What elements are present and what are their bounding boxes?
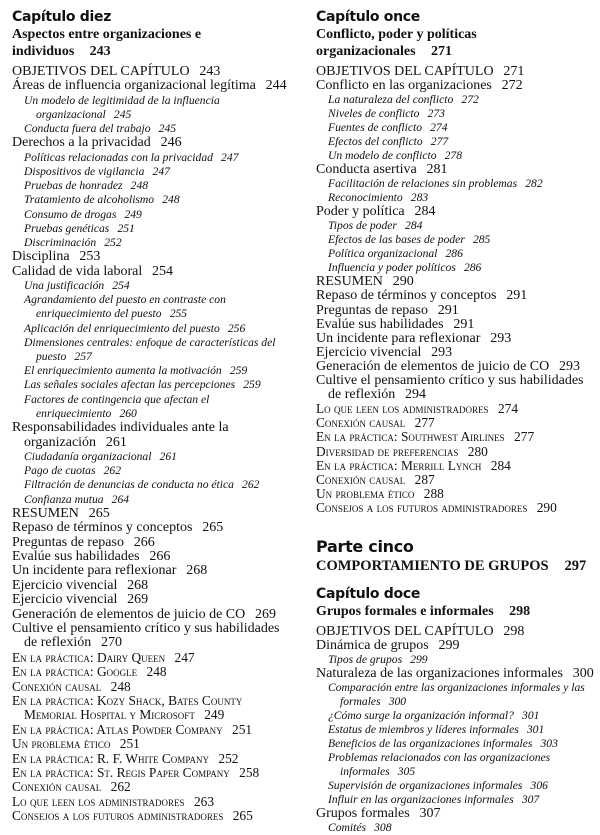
toc-entry-caps [316,402,598,416]
toc-entry-caps [12,766,296,780]
entry-title: Conflicto en las organizaciones [316,78,492,94]
entry-title: Niveles de conflicto [328,107,420,121]
entry-page-number: 262 [110,779,131,795]
entry-page-number: 249 [124,207,142,221]
entry-title: Consumo de drogas [24,207,117,221]
entry-page-number: 284 [414,204,436,220]
entry-title: Confianza mutua [24,492,104,506]
toc-entry-caps [12,651,296,665]
entry-page-number: 290 [536,499,557,515]
entry-page-number: 265 [202,520,224,536]
entry-page-number: 291 [437,302,459,318]
toc-entry-caps [12,737,296,751]
entry-title: Generación de elementos de juicio de CO [12,606,246,622]
entry-title: Ciudadanía organizacional [24,449,152,463]
entry-page-number: 277 [430,135,449,149]
entry-page-number: 293 [559,358,581,374]
toc-entry-sub [12,464,296,478]
toc-entry-sub [316,737,598,751]
entry-page-number: 280 [467,443,488,459]
entry-page-number: 256 [227,321,246,335]
chapter-label: Capítulo once [316,9,420,25]
toc-entry-main [316,625,598,639]
toc-entry-sub [316,261,598,275]
toc-entry-sub [12,336,296,364]
chapter-title [12,26,296,60]
toc-entry-main [316,304,598,318]
entry-title: Influencia y poder políticos [328,261,456,275]
entry-page-number: 272 [501,78,523,94]
toc-entry-main [316,318,598,332]
entry-page-number: 288 [423,485,444,501]
entry-title: En la práctica: Dairy Queen [12,649,166,665]
toc-entry-sub [316,709,598,723]
entry-title: Las señales sociales afectan las percepciones [24,378,236,392]
entry-title: Dinámica de grupos [316,638,429,654]
entry-title: En la práctica: Kozy Shack, Bates County Memorial Hospital y Microsoft [12,693,243,723]
entry-title: En la práctica: R. F. White Company [12,750,209,766]
toc-entry-sub [316,779,598,793]
entry-page-number: 243 [199,64,221,79]
entry-page-number: 294 [405,387,427,403]
entry-title: Cultive el pensamiento crítico y sus habilidades de reflexión [316,373,584,403]
toc-entry-main [316,163,598,177]
toc-entry-main [12,507,296,521]
toc-entry-sub [316,233,598,247]
toc-entry-sub [316,135,598,149]
toc-entry-main [12,79,296,93]
entry-title: Cultive el pensamiento crítico y sus habilidades de reflexión [12,620,280,651]
entry-page-number: 281 [426,162,448,178]
toc-entry-main [316,289,598,303]
entry-title: Pago de cuotas [24,464,96,478]
toc-entry-main [12,579,296,593]
chapter-title-text: Aspectos entre organizaciones e individuos [12,27,202,59]
toc-entry-sub [12,222,296,236]
toc-entry-main [316,332,598,346]
toc-entry-sub [316,149,598,163]
entry-title: Consejos a los futuros administradores [12,808,224,824]
toc-entry-caps [12,795,296,809]
entry-page-number: 274 [430,121,448,135]
toc-entry-caps [316,501,598,515]
entry-title: ¿Cómo surge la organización informal? [328,709,514,723]
toc-entry-caps [316,430,598,444]
entry-title: OBJETIVOS DEL CAPÍTULO [316,623,494,639]
entry-page-number: 305 [397,765,416,779]
entry-title: Calidad de vida laboral [12,263,143,279]
toc-entry-main [316,360,598,374]
entry-title: Filtración de denuncias de conducta no ética [24,478,234,492]
entry-page-number: 283 [410,191,429,205]
entry-title: Dimensiones centrales: enfoque de características del puesto [24,335,276,364]
toc-entry-main [316,65,598,79]
entry-page-number: 286 [463,261,482,275]
toc-entry-sub [12,478,296,492]
toc-entry-sub [316,247,598,261]
chapter-label: Capítulo doce [316,585,421,602]
entry-page-number: 244 [265,78,287,94]
toc-entry-caps [12,780,296,794]
entry-page-number: 245 [158,122,177,136]
toc-entry-sub [316,751,598,779]
entry-title: Preguntas de repaso [316,302,428,318]
entry-page-number: 274 [497,401,519,417]
entry-title: El enriquecimiento aumenta la motivación [24,364,222,378]
entry-page-number: 273 [427,107,445,121]
entry-title: Un problema ético [316,485,415,501]
entry-page-number: 291 [506,288,528,304]
entry-title: Un incidente para reflexionar [316,330,481,346]
toc-entry-main [12,564,296,578]
entry-title: Ejercicio vivencial [12,577,118,593]
entry-page-number: 264 [111,492,130,506]
entry-page-number: 268 [127,577,149,593]
toc-entry-sub [12,122,296,136]
entry-title: Conexión causal [12,779,102,795]
entry-page-number: 252 [104,236,122,250]
toc-entry-sub [12,165,296,179]
toc-entry-main [12,622,296,651]
toc-entry-caps [12,723,296,737]
toc-entry-sub [316,653,598,667]
entry-title: Naturaleza de las organizaciones informales [316,666,563,682]
toc-entry-sub [12,493,296,507]
entry-title: Conexión causal [316,471,406,487]
toc-entry-sub [12,450,296,464]
toc-entry-caps [12,665,296,679]
entry-title: Agrandamiento del puesto en contraste con enriquecimiento del puesto [24,293,226,321]
entry-title: Conexión causal [12,678,102,694]
entry-title: Problemas relacionados con las organizaciones informales [328,751,551,779]
entry-page-number: 246 [160,135,182,151]
chapter-title [316,26,598,60]
entry-page-number: 284 [405,219,423,233]
entry-page-number: 259 [243,378,261,392]
part-label: Parte cinco [316,536,414,556]
entry-title: Política organizacional [328,247,438,261]
entry-title: Derechos a la privacidad [12,135,151,151]
toc-entry-caps [316,445,598,459]
entry-page-number: 282 [525,177,543,191]
entry-page-number: 251 [232,721,253,737]
toc-entry-sub [12,193,296,207]
toc-entry-main [316,374,598,402]
entry-page-number: 245 [113,108,132,122]
entry-title: Un modelo de legitimidad de la influencia organizacional [24,93,220,122]
entry-page-number: 248 [162,193,180,207]
entry-page-number: 255 [169,307,188,321]
toc-entry-main [12,136,296,150]
entry-title: Evalúe sus habilidades [12,548,140,564]
chapter-title-text: Conflicto, poder y políticas organizacionales [316,27,477,59]
toc-entry-sub [316,107,598,121]
entry-title: En la práctica: Google [12,664,138,680]
entry-title: Estatus de miembros y líderes informales [328,723,519,737]
entry-title: Influir en las organizaciones informales [328,793,514,807]
toc-entry-sub [12,322,296,336]
entry-page-number: 252 [218,750,239,766]
entry-title: Poder y política [316,204,405,220]
toc-right-column [316,8,598,835]
toc-entry-sub [12,236,296,250]
entry-page-number: 263 [193,793,215,809]
entry-title: Políticas relacionadas con la privacidad [24,150,213,164]
entry-title: Facilitación de relaciones sin problemas [328,177,518,191]
toc-entry-sub [316,93,598,107]
entry-title: Responsabilidades individuales ante la organización [12,420,229,450]
entry-title: Fuentes de conflicto [328,121,423,135]
entry-page-number: 249 [204,707,225,723]
entry-page-number: 272 [461,93,479,107]
entry-page-number: 262 [103,464,121,478]
entry-title: Supervisión de organizaciones informales [328,779,523,793]
entry-title: RESUMEN [12,505,79,521]
toc-entry-main [12,521,296,535]
entry-page-number: 251 [119,736,140,752]
entry-page-number: 270 [101,635,123,651]
toc-entry-main [12,593,296,607]
entry-page-number: 271 [503,64,525,79]
entry-page-number: 248 [110,678,131,694]
toc-entry-sub [12,378,296,392]
entry-title: Conducta asertiva [316,162,417,178]
toc-entry-main [12,265,296,279]
entry-page-number: 248 [130,179,149,193]
entry-title: Efectos del conflicto [328,135,423,149]
entry-page-number: 298 [503,623,525,639]
entry-page-number: 308 [374,821,392,835]
toc-entry-sub [12,393,296,421]
entry-page-number: 269 [127,592,149,608]
entry-page-number: 251 [117,221,135,235]
toc-entry-sub [12,151,296,165]
entry-page-number: 286 [445,247,463,261]
entry-title: OBJETIVOS DEL CAPÍTULO [316,64,494,79]
toc-entry-sub [12,364,296,378]
entry-title: Tipos de grupos [328,653,403,667]
chapter-page-number: 298 [509,603,531,619]
entry-page-number: 307 [521,793,540,807]
entry-title: Diversidad de preferencias [316,443,459,459]
entry-page-number: 299 [410,653,428,667]
toc-entry-main [12,608,296,622]
toc-entry-caps [316,459,598,473]
toc-entry-main [316,205,598,219]
entry-title: Áreas de influencia organizacional legítima [12,78,256,94]
toc-entry-sub [316,681,598,709]
entry-title: Evalúe sus habilidades [316,316,444,332]
toc-entry-caps [12,694,296,723]
entry-title: RESUMEN [316,274,383,290]
toc-entry-sub [316,793,598,807]
toc-entry-caps [316,487,598,501]
entry-title: Comparación entre las organizaciones informales y las formales [328,681,585,709]
toc-entry-sub [12,293,296,321]
toc-entry-sub [316,121,598,135]
entry-page-number: 247 [221,150,239,164]
entry-title: Beneficios de las organizaciones informales [328,737,533,751]
toc-entry-caps [316,416,598,430]
entry-page-number: 268 [186,563,208,579]
entry-title: Ejercicio vivencial [316,344,422,360]
entry-page-number: 300 [388,695,407,709]
entry-title: OBJETIVOS DEL CAPÍTULO [12,64,190,79]
entry-page-number: 306 [530,779,548,793]
entry-title: Conexión causal [316,415,406,431]
toc-entry-main [316,346,598,360]
entry-title: Pruebas genéticas [24,221,110,235]
part-title [316,557,598,575]
entry-page-number: 261 [159,449,177,463]
toc-entry-caps [12,752,296,766]
entry-page-number: 266 [133,534,155,550]
entry-page-number: 248 [146,664,167,680]
chapter-page-number: 243 [89,44,111,59]
entry-page-number: 254 [152,263,174,279]
entry-title: Disciplina [12,249,70,265]
entry-title: Un incidente para reflexionar [12,563,177,579]
entry-page-number: 265 [232,808,253,824]
part-page-number: 297 [564,557,587,574]
toc-entry-sub [12,94,296,122]
entry-title: Lo que leen los administradores [316,401,489,417]
chapter-label: Capítulo diez [12,9,112,25]
entry-page-number: 284 [490,457,511,473]
toc-entry-caps [12,809,296,823]
entry-page-number: 258 [239,765,260,781]
entry-title: Efectos de las bases de poder [328,233,465,247]
entry-page-number: 247 [152,165,170,179]
entry-title: Conducta fuera del trabajo [24,122,151,136]
entry-title: Un modelo de conflicto [328,149,437,163]
toc-entry-sub [316,821,598,835]
entry-title: En la práctica: Southwest Airlines [316,429,505,445]
entry-title: En la práctica: St. Regis Paper Company [12,765,230,781]
chapter-page-number: 271 [430,44,452,59]
entry-page-number: 299 [438,638,460,654]
toc-entry-main [316,667,598,681]
entry-page-number: 278 [444,149,463,163]
entry-page-number: 277 [414,415,435,431]
entry-title: En la práctica: Atlas Powder Company [12,721,223,737]
entry-title: Pruebas de honradez [24,179,123,193]
toc-entry-main [12,421,296,450]
toc-entry-sub [12,208,296,222]
entry-title: Aplicación del enriquecimiento del puesto [24,321,220,335]
entry-title: Factores de contingencia que afectan el enriquecimiento [24,392,210,420]
entry-title: Ejercicio vivencial [12,592,118,608]
entry-page-number: 277 [514,429,535,445]
entry-title: La naturaleza del conflicto [328,93,454,107]
entry-title: Reconocimiento [328,191,403,205]
entry-title: Un problema ético [12,736,111,752]
entry-page-number: 287 [414,471,435,487]
entry-page-number: 291 [453,316,475,332]
entry-page-number: 262 [242,478,260,492]
toc-entry-sub [316,219,598,233]
entry-page-number: 293 [431,344,453,360]
entry-title: Una justificación [24,279,105,293]
part-title-text: COMPORTAMIENTO DE GRUPOS [316,557,549,574]
toc-entry-caps [316,473,598,487]
entry-page-number: 257 [74,350,92,364]
toc-entry-main [316,79,598,93]
entry-title: Dispositivos de vigilancia [24,165,145,179]
entry-title: Comités [328,821,367,835]
toc-entry-sub [12,179,296,193]
entry-title: Lo que leen los administradores [12,793,185,809]
entry-title: Repaso de términos y conceptos [12,520,193,536]
entry-title: Consejos a los futuros administradores [316,499,528,515]
entry-page-number: 300 [572,666,594,682]
entry-page-number: 254 [112,279,130,293]
toc-entry-sub [316,191,598,205]
toc-entry-main [316,807,598,821]
entry-title: Repaso de términos y conceptos [316,288,497,304]
toc-entry-main [316,275,598,289]
entry-page-number: 293 [490,330,512,346]
entry-title: Grupos formales [316,806,410,822]
entry-page-number: 301 [526,723,545,737]
entry-page-number: 266 [149,548,171,564]
entry-title: Tratamiento de alcoholismo [24,193,155,207]
entry-page-number: 301 [522,709,540,723]
entry-title: Generación de elementos de juicio de CO [316,358,550,374]
entry-page-number: 303 [540,737,558,751]
entry-page-number: 247 [174,649,195,665]
toc-entry-main [12,536,296,550]
entry-page-number: 259 [229,364,248,378]
entry-page-number: 290 [392,274,414,290]
toc-entry-main [316,639,598,653]
entry-page-number: 265 [88,505,110,521]
toc-entry-main [12,550,296,564]
entry-page-number: 307 [419,806,441,822]
toc-entry-caps [12,680,296,694]
entry-title: Discriminación [24,236,97,250]
entry-page-number: 285 [472,233,491,247]
entry-page-number: 269 [255,606,277,622]
toc-entry-sub [12,279,296,293]
toc-entry-sub [316,723,598,737]
toc-entry-main [12,250,296,264]
entry-page-number: 261 [105,434,127,450]
entry-page-number: 260 [119,406,137,420]
entry-title: Preguntas de repaso [12,534,124,550]
toc-left-column [12,8,296,824]
entry-title: Tipos de poder [328,219,397,233]
chapter-title-text: Grupos formales e informales [316,603,494,619]
chapter-title [316,603,598,620]
entry-page-number: 253 [79,249,101,265]
entry-title: En la práctica: Merrill Lynch [316,457,482,473]
toc-entry-sub [316,177,598,191]
